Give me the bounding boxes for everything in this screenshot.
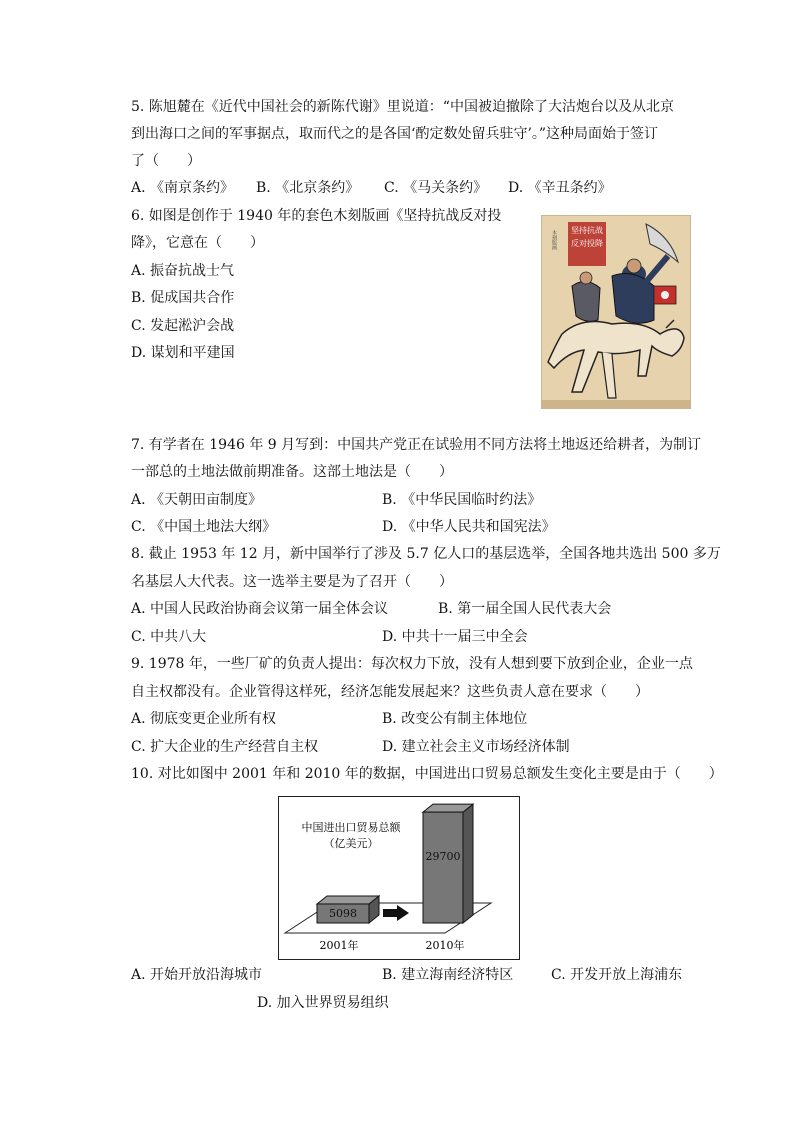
- q5-option-b[interactable]: B. 《北京条约》: [256, 180, 360, 196]
- q8-option-a[interactable]: A. 中国人民政治协商会议第一届全体会议: [131, 601, 389, 617]
- woodcut-illustration: [542, 216, 690, 408]
- q10-option-c[interactable]: C. 开发开放上海浦东: [551, 967, 683, 983]
- q10-option-a[interactable]: A. 开始开放沿海城市: [131, 967, 263, 983]
- q7-option-b[interactable]: B. 《中华民国临时约法》: [382, 492, 542, 508]
- q7-option-d[interactable]: D. 《中华人民共和国宪法》: [382, 519, 556, 535]
- q9-option-a[interactable]: A. 彻底变更企业所有权: [131, 711, 277, 727]
- q6-option-b[interactable]: B. 促成国共合作: [131, 290, 235, 306]
- trade-volume-chart: [278, 796, 520, 960]
- q6-stem-line2: 降》，它意在（ ）: [131, 235, 264, 251]
- q5-option-d[interactable]: D. 《辛丑条约》: [508, 180, 612, 196]
- q9-stem-line2: 自主权都没有。企业管得这样死，经济怎能发展起来？这些负责人意在要求（ ）: [131, 684, 649, 700]
- q7-stem-line2: 一部总的土地法做前期准备。这部土地法是（ ）: [131, 464, 453, 480]
- woodcut-print-image: [541, 215, 691, 409]
- q7-option-a[interactable]: A. 《天朝田亩制度》: [131, 492, 263, 508]
- woodcut-title-line1: 坚持抗战: [571, 226, 603, 235]
- q9-stem-line1: 9. 1978 年，一些厂矿的负责人提出：每次权力下放，没有人想到要下放到企业，企业一点: [131, 656, 693, 672]
- q9-option-d[interactable]: D. 建立社会主义市场经济体制: [382, 739, 570, 755]
- chart-title: 中国进出口贸易总额: [301, 821, 401, 834]
- q10-option-b[interactable]: B. 建立海南经济特区: [382, 967, 514, 983]
- q8-stem-line1: 8. 截止 1953 年 12 月，新中国举行了涉及 5.7 亿人口的基层选举，全国各地共选出 500 多万: [131, 546, 721, 562]
- q6-stem-line1: 6. 如图是创作于 1940 年的套色木刻版画《坚持抗战反对投: [131, 208, 502, 224]
- q5-stem-line2: 到出海口之间的军事据点，取而代之的是各国‘酌定数处留兵驻守’。”这种局面始于签订: [131, 126, 659, 142]
- q7-option-c[interactable]: C. 《中国土地法大纲》: [131, 519, 277, 535]
- woodcut-title-line2: 反对投降: [571, 239, 603, 248]
- q8-option-c[interactable]: C. 中共八大: [131, 629, 207, 645]
- q8-stem-line2: 名基层人大代表。这一选举主要是为了召开（ ）: [131, 574, 453, 590]
- q8-option-d[interactable]: D. 中共十一届三中全会: [382, 629, 528, 645]
- chart-unit: （亿美元）: [323, 837, 379, 850]
- bar-side-2010年: [463, 804, 473, 923]
- q10-option-d[interactable]: D. 加入世界贸易组织: [257, 995, 389, 1011]
- bar-value-label-2010年: 29700: [425, 850, 461, 864]
- q5-option-c[interactable]: C. 《马关条约》: [384, 180, 488, 196]
- q8-option-b[interactable]: B. 第一届全国人民代表大会: [438, 601, 612, 617]
- category-label-2001: 2001年: [319, 939, 359, 952]
- q6-option-d[interactable]: D. 谋划和平建国: [131, 345, 235, 361]
- bar-value-label-2001年: 5098: [329, 906, 357, 920]
- q5-stem-line1: 5. 陈旭麓在《近代中国社会的新陈代谢》里说道：“中国被迫撤除了大沽炮台以及从北京: [131, 99, 674, 115]
- q6-option-a[interactable]: A. 振奋抗战士气: [131, 263, 235, 279]
- bar-top-2001年: [317, 896, 379, 904]
- trade-chart-svg: [279, 797, 519, 959]
- q6-option-c[interactable]: C. 发起淞沪会战: [131, 318, 235, 334]
- bar-2010年: [423, 812, 463, 923]
- svg-text:木刻版画: 木刻版画: [551, 230, 557, 250]
- q5-stem-line3: 了（ ）: [131, 153, 201, 169]
- q7-stem-line1: 7. 有学者在 1946 年 9 月写到：中国共产党正在试验用不同方法将土地返还给耕者，为制订: [131, 437, 702, 453]
- q5-option-a[interactable]: A. 《南京条约》: [131, 180, 235, 196]
- q9-option-b[interactable]: B. 改变公有制主体地位: [382, 711, 528, 727]
- category-label-2010: 2010年: [425, 939, 465, 952]
- q9-option-c[interactable]: C. 扩大企业的生产经营自主权: [131, 739, 319, 755]
- q10-stem-line1: 10. 对比如图中 2001 年和 2010 年的数据，中国进出口贸易总额发生变化主要是由于（ ）: [131, 766, 723, 782]
